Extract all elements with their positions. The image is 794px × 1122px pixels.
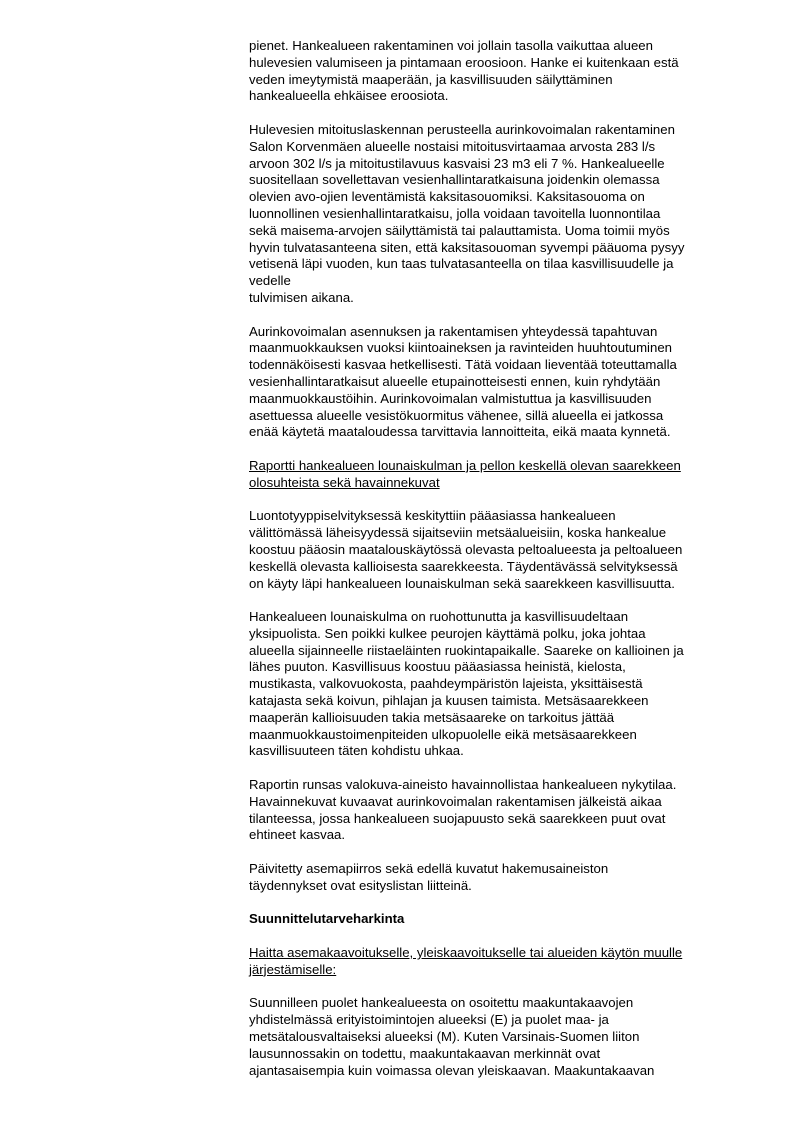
text-line: hyvin tulvatasanteena siten, että kaksitasouoman syvempi pääuoma pysyy xyxy=(249,239,685,255)
body-paragraph xyxy=(249,508,745,592)
underlined-subheading xyxy=(249,458,745,492)
body-paragraph xyxy=(249,324,745,442)
text-line: Aurinkovoimalan asennuksen ja rakentamisen yhteydessä tapahtuvan xyxy=(249,323,658,339)
body-paragraph xyxy=(249,122,745,307)
text-line: todennäköisesti kasvaa hetkellisesti. Tätä voidaan lieventää toteuttamalla xyxy=(249,357,677,373)
document-page xyxy=(249,38,745,1096)
text-line: veden imeytymistä maaperään, ja kasvillisuuden säilyttäminen xyxy=(249,71,613,87)
text-line: ehtineet kasvaa. xyxy=(249,827,346,843)
text-line: yhdistelmässä erityistoimintojen alueeksi (E) ja puolet maa- ja xyxy=(249,1012,609,1028)
text-line: hankealueella ehkäisee eroosiota. xyxy=(249,88,449,104)
text-line: Havainnekuvat kuvaavat aurinkovoimalan rakentamisen jälkeistä aikaa xyxy=(249,793,662,809)
text-line: vesienhallintaratkaisut alueelle etupainotteisesti ennen, kuin ryhdytään xyxy=(249,373,661,389)
text-line: maanmuokkaustöihin. Aurinkovoimalan valmistuttua ja kasvillisuuden xyxy=(249,390,652,406)
text-line: Salon Korvenmäen alueelle nostaisi mitoitusvirtaamaa arvosta 283 l/s xyxy=(249,138,656,154)
text-line: arvoon 302 l/s ja mitoitustilavuus kasvaisi 23 m3 eli 7 %. Hankealueelle xyxy=(249,155,665,171)
text-line: Hankealueen lounaiskulma on ruohottunutta ja kasvillisuudeltaan xyxy=(249,609,629,625)
text-line: vedelle xyxy=(249,273,291,289)
text-line: luonnollinen vesienhallintaratkaisu, jolla voidaan tavoitella luonnontilaa xyxy=(249,205,661,221)
text-line: tulvimisen aikana. xyxy=(249,289,354,305)
underlined-subheading xyxy=(249,945,745,979)
text-line: tilanteessa, jossa hankealueen suojapuusto sekä saarekkeen puut ovat xyxy=(249,810,666,826)
text-line: hulevesien valumiseen ja pintamaan eroosioon. Hanke ei kuitenkaan estä xyxy=(249,54,679,70)
text-line: täydennykset ovat esityslistan liitteinä. xyxy=(249,877,472,893)
text-line: alueella sijainneelle riistaeläinten ruokintapaikalle. Saareke on kallioinen ja xyxy=(249,642,684,658)
text-line: yksipuolista. Sen poikki kulkee peurojen käyttämä polku, joka johtaa xyxy=(249,625,646,641)
text-line: asettuessa alueelle vesistökuormitus vähenee, sillä alueella ei jatkossa xyxy=(249,407,664,423)
text-line: Raportin runsas valokuva-aineisto havainnollistaa hankealueen nykytilaa. xyxy=(249,777,677,793)
body-paragraph xyxy=(249,995,745,1079)
text-line: välittömässä läheisyydessä sijaitseviin metsäalueisiin, koska hankealue xyxy=(249,525,667,541)
text-line: koostuu pääosin maatalouskäytössä olevasta peltoalueesta ja peltoalueen xyxy=(249,541,683,557)
text-line: vetisenä läpi vuoden, kun taas tulvatasanteella on tilaa kasvillisuudelle ja xyxy=(249,256,674,272)
body-paragraph xyxy=(249,777,745,844)
text-line: katajasta sekä koivun, pihlajan ja kuusen taimista. Metsäsaarekkeen xyxy=(249,693,649,709)
text-line: enää käytetä maataloudessa tarvittavia lannoitteita, eikä maata kynnetä. xyxy=(249,424,671,440)
text-line: mustikasta, valkovuokosta, paahdeympäristön lajeista, yksittäisestä xyxy=(249,676,643,692)
text-line: lähes puuton. Kasvillisuus koostuu pääasiassa heinistä, kielosta, xyxy=(249,659,626,675)
text-line: on käyty läpi hankealueen lounaiskulman sekä saarekkeen kasvillisuutta. xyxy=(249,575,675,591)
text-line: pienet. Hankealueen rakentaminen voi jollain tasolla vaikuttaa alueen xyxy=(249,38,653,53)
text-line: maaperän kallioisuuden takia metsäsaareke on tarkoitus jättää xyxy=(249,709,615,725)
section-heading xyxy=(249,911,745,928)
text-line: ajantasaisempia kuin voimassa olevan yleiskaavan. Maakuntakaavan xyxy=(249,1062,655,1078)
text-line: Luontotyyppiselvityksessä keskityttiin pääasiassa hankealueen xyxy=(249,508,616,524)
text-line: Hulevesien mitoituslaskennan perusteella aurinkovoimalan rakentaminen xyxy=(249,121,675,137)
text-line: Raportti hankealueen lounaiskulman ja pellon keskellä olevan saarekkeen xyxy=(249,457,681,473)
text-line: metsätalousvaltaiseksi alueeksi (M). Kuten Varsinais-Suomen liiton xyxy=(249,1029,640,1045)
text-line: Haitta asemakaavoitukselle, yleiskaavoitukselle tai alueiden käytön muulle xyxy=(249,945,683,961)
text-line: lausunnossakin on todettu, maakuntakaavan merkinnät ovat xyxy=(249,1045,601,1061)
text-line: kasvillisuuteen täten kohdistu uhkaa. xyxy=(249,743,464,759)
body-paragraph xyxy=(249,861,745,895)
text-line: maanmuokkauksen vuoksi kiintoaineksen ja ravinteiden huuhtoutuminen xyxy=(249,340,672,356)
text-line: Päivitetty asemapiirros sekä edellä kuvatut hakemusaineiston xyxy=(249,861,609,877)
text-line: olosuhteista sekä havainnekuvat xyxy=(249,474,440,490)
text-line: maanmuokkaustoimenpiteiden ulkopuolelle eikä metsäsaarekkeen xyxy=(249,726,637,742)
text-line: sekä maisema-arvojen säilyttämistä tai palauttamista. Uoma toimii myös xyxy=(249,222,670,238)
body-paragraph xyxy=(249,609,745,760)
text-line: olevien avo-ojien leventämistä kaksitasouomiksi. Kaksitasouoma on xyxy=(249,189,645,205)
text-line: Suunnilleen puolet hankealueesta on osoitettu maakuntakaavojen xyxy=(249,995,634,1011)
body-paragraph xyxy=(249,38,745,105)
text-line: keskellä olevasta kallioisesta saarekkeesta. Täydentävässä selvityksessä xyxy=(249,558,678,574)
text-line: järjestämiselle: xyxy=(249,961,337,977)
text-line: suositellaan sovellettavan vesienhallintaratkaisuna joidenkin olemassa xyxy=(249,172,660,188)
text-line: Suunnittelutarveharkinta xyxy=(249,911,405,927)
